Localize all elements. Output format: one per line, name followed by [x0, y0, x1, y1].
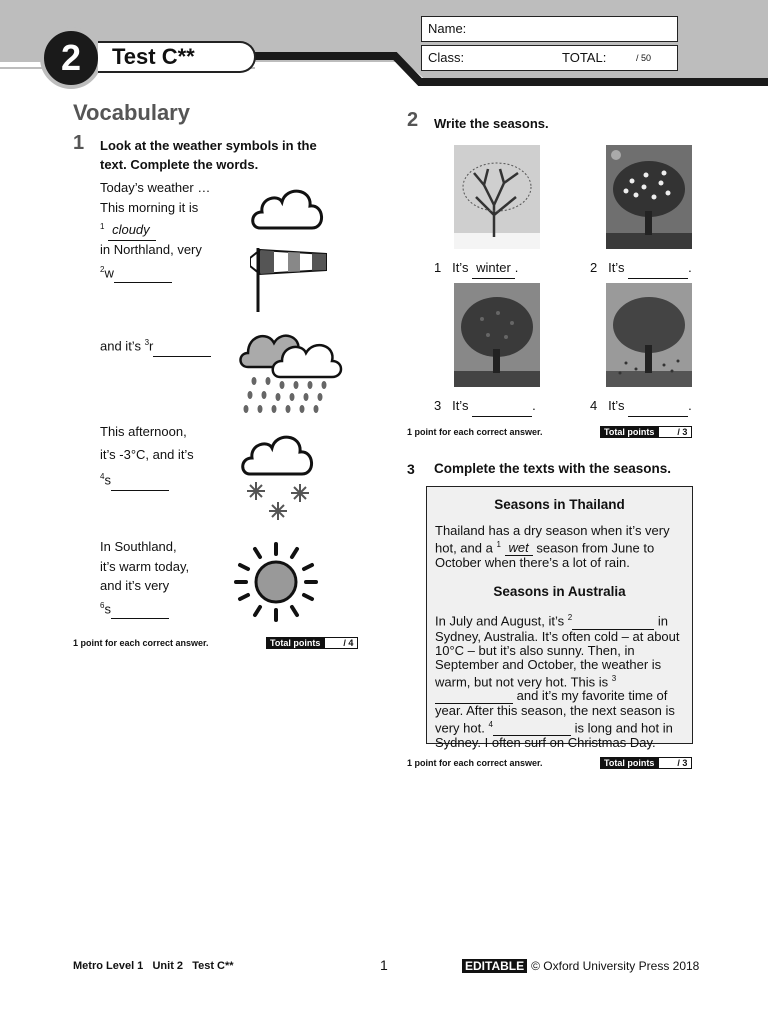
weather-text-afternoon — [100, 422, 194, 491]
question-3-instruction: Complete the texts with the seasons. — [434, 461, 672, 476]
thailand-answer-1[interactable]: wet — [505, 541, 533, 556]
season-item-3 — [434, 396, 536, 417]
points-note: 1 point for each correct answer. — [73, 638, 209, 648]
item-suffix: . — [688, 260, 692, 275]
test-title: Test C** — [98, 41, 256, 73]
page-number: 1 — [380, 957, 388, 973]
answer-6-line — [100, 596, 189, 620]
instruction-line: text. Complete the words. — [100, 157, 259, 172]
text-line: and it’s — [100, 338, 141, 354]
answer-4-line — [100, 467, 194, 491]
item-suffix: . — [688, 398, 692, 413]
summer-tree-image — [454, 283, 540, 387]
weather-text-morning — [100, 178, 210, 241]
answer-number: 2 — [567, 613, 573, 623]
question-3-number: 3 — [407, 461, 415, 477]
answer-number: 1 — [100, 222, 105, 231]
winter-tree-image — [454, 145, 540, 249]
total-value: / 50 — [636, 53, 652, 63]
rain-cloud-icon — [238, 325, 344, 415]
item-number: 1 — [434, 260, 442, 275]
season-item-4 — [590, 396, 692, 417]
answer-number: 1 — [496, 540, 501, 549]
class-label: Class: — [428, 50, 465, 65]
item-suffix: . — [532, 398, 536, 413]
thailand-paragraph — [435, 524, 684, 570]
item-number: 2 — [590, 260, 598, 275]
answer-2-blank[interactable] — [114, 263, 172, 284]
points-note: 1 point for each correct answer. — [407, 427, 543, 437]
spring-tree-image — [606, 145, 692, 249]
footer-course-info: Metro Level 1 Unit 2 Test C** — [73, 960, 234, 972]
seasons-text-box — [426, 486, 693, 751]
text-span: In July and August, it’s — [435, 613, 565, 629]
answer-letter: r — [149, 338, 154, 354]
total-points-box — [600, 757, 692, 769]
vocabulary-heading: Vocabulary — [73, 100, 190, 125]
weather-text-northland — [100, 240, 202, 283]
text-span: is long and hot in Sydney. I often surf on Christmas Day. — [435, 720, 673, 751]
total-points-box — [266, 637, 358, 649]
answer-number: 4 — [488, 719, 493, 729]
australia-answer-2[interactable] — [572, 615, 654, 630]
thailand-heading: Seasons in Thailand — [494, 497, 625, 512]
question-2-instruction: Write the seasons. — [434, 116, 549, 131]
season-answer-3[interactable] — [472, 396, 532, 417]
text-span: in Sydney, Australia. It’s often cold – at about 10°C – but it’s also sunny. Then, in September and October, the weather is warm, but not very hot. This is — [435, 613, 680, 689]
australia-answer-3[interactable] — [435, 689, 513, 704]
weather-text-southland — [100, 537, 189, 619]
australia-heading: Seasons in Australia — [493, 584, 626, 600]
season-answer-2[interactable] — [628, 258, 688, 279]
answer-number: 3 — [611, 673, 617, 683]
question-1-instruction — [100, 136, 317, 174]
text-span: and it’s my favorite time of year. After this season, the next season is very hot. — [435, 687, 675, 736]
sun-icon — [232, 541, 320, 623]
question-2-number: 2 — [407, 109, 419, 131]
snow-cloud-icon — [238, 428, 322, 523]
text-line: in Northland, very — [100, 242, 202, 257]
total-points-value[interactable]: / 3 — [658, 426, 692, 438]
item-suffix: . — [514, 260, 519, 275]
answer-letter: w — [104, 264, 114, 280]
answer-letter: s — [104, 600, 111, 616]
answer-number: 3 — [144, 338, 150, 347]
text-line: it’s -3°C, and it’s — [100, 446, 194, 462]
instruction-line: Look at the weather symbols in the — [100, 138, 317, 153]
australia-answer-4[interactable] — [493, 721, 571, 736]
windsock-icon — [250, 244, 334, 314]
name-field[interactable] — [421, 16, 678, 42]
text-line: This afternoon, — [100, 424, 187, 439]
total-points-label: Total points — [600, 757, 658, 769]
answer-1-line — [100, 217, 210, 241]
text-line: it’s warm today, — [100, 558, 190, 574]
text-line: Today’s weather … — [100, 180, 211, 195]
autumn-tree-image — [606, 283, 692, 387]
text-line: and it’s very — [100, 578, 170, 593]
unit-number-badge: 2 — [40, 27, 102, 89]
question-1-number: 1 — [73, 132, 85, 154]
editable-badge: EDITABLE — [462, 959, 527, 973]
season-item-1 — [434, 258, 518, 279]
text-line: This morning it is — [100, 199, 199, 215]
item-prefix: It’s — [452, 260, 469, 275]
item-number: 4 — [590, 398, 598, 413]
answer-6-blank[interactable] — [111, 599, 169, 620]
class-field[interactable] — [421, 45, 678, 71]
weather-text-rain — [100, 333, 211, 357]
points-note: 1 point for each correct answer. — [407, 758, 543, 768]
footer-copyright — [462, 959, 699, 973]
answer-letter: s — [104, 472, 111, 488]
australia-paragraph — [435, 611, 684, 750]
text-span: Thailand has a dry season when it’s very hot, and a — [435, 523, 670, 556]
answer-number: 6 — [100, 600, 105, 610]
text-line: In Southland, — [100, 539, 177, 554]
total-points-label: Total points — [266, 637, 324, 649]
item-number: 3 — [434, 398, 442, 413]
total-points-value[interactable]: / 3 — [658, 757, 692, 769]
answer-2-line — [100, 260, 202, 284]
season-answer-4[interactable] — [628, 396, 688, 417]
answer-3-blank[interactable] — [153, 336, 211, 357]
total-points-box — [600, 426, 692, 438]
total-label: TOTAL: — [562, 50, 607, 65]
answer-4-blank[interactable] — [111, 470, 169, 491]
cloud-icon — [248, 182, 328, 234]
item-prefix: It’s — [608, 398, 625, 413]
item-prefix: It’s — [452, 398, 469, 413]
copyright-text: © Oxford University Press 2018 — [531, 959, 700, 973]
total-points-value[interactable]: / 4 — [324, 637, 358, 649]
answer-number: 4 — [100, 472, 105, 481]
total-points-label: Total points — [600, 426, 658, 438]
name-label: Name: — [428, 21, 467, 36]
text-span: season from June to October when there’s a lot of rain. — [435, 540, 655, 571]
season-item-2 — [590, 258, 692, 279]
season-answer-1[interactable]: winter — [472, 258, 515, 279]
answer-1[interactable]: cloudy — [108, 220, 156, 241]
item-prefix: It’s — [608, 260, 625, 275]
answer-number: 2 — [100, 264, 105, 274]
